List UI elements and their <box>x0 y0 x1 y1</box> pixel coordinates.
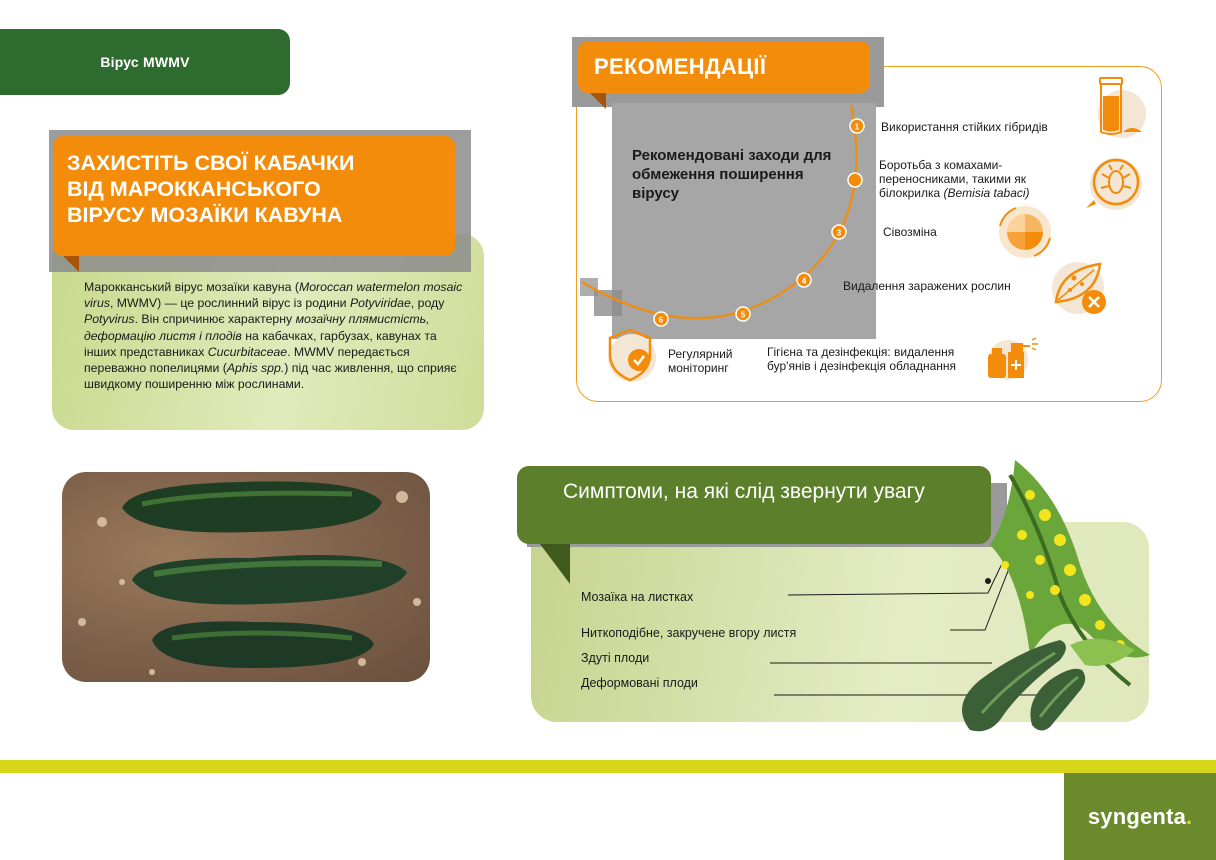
main-title-line-1: ЗАХИСТІТЬ СВОЇ КАБАЧКИ <box>67 151 355 175</box>
symptoms-title: Симптоми, на які слід звернути увагу <box>517 466 991 544</box>
plant-illustration <box>760 455 1180 745</box>
disinfection-icon <box>984 332 1044 382</box>
infected-leaf-icon <box>1048 258 1112 320</box>
crop-rotation-icon <box>994 202 1056 262</box>
insect-icon <box>1080 150 1150 220</box>
rec-item-2: Боротьба з комахами-переносниками, такими як білокрилка (Bemisia tabaci) <box>879 158 1030 200</box>
title-fold <box>63 256 79 272</box>
seed-bag-icon <box>1070 74 1150 144</box>
symptom-deformed-fruit: Деформовані плоди <box>581 676 698 690</box>
rec-item-4: Видалення заражених рослин <box>843 279 1011 293</box>
step-marker-6 <box>654 312 668 326</box>
step-marker-2 <box>848 173 862 187</box>
main-title-line-3: ВІРУСУ МОЗАЇКИ КАВУНА <box>67 203 343 227</box>
step-marker-5 <box>736 307 750 321</box>
recommendations-arc <box>576 60 876 360</box>
section-tab: Вірус MWMV <box>0 29 290 95</box>
svg-text:5: 5 <box>740 310 746 320</box>
logo-dot: . <box>1186 803 1193 829</box>
rec-item-1: Використання стійких гібридів <box>881 120 1048 134</box>
info-paragraph: Марокканський вірус мозаїки кавуна (Moroccan watermelon mosaic virus, MWMV) — це рослинний вірус із родини Potyviridae, роду Potyvirus. Він спричинює характерну мозаїчну плямистість, деформацію листя і плодів на кабачках, гарбузах, кавунах та інших представниках Cucurbitaceae. MWMV передається переважно попелицями (Aphis spp.) під час живлення, що сприяє швидкому поширенню між рослинами. <box>84 280 463 392</box>
recommendations-subtitle: Рекомендовані заходи для обмеження поширення вірусу <box>632 147 832 202</box>
syngenta-logo <box>1064 773 1216 860</box>
symptoms-fold <box>540 544 570 584</box>
zucchini-photo <box>62 472 430 682</box>
symptom-mosaic: Мозаїка на листках <box>581 590 694 604</box>
rec-item-3: Сівозміна <box>883 225 937 239</box>
footer-stripe <box>0 760 1216 773</box>
symptom-leaf-curl: Ниткоподібне, закручене вгору листя <box>581 626 797 640</box>
step-marker-1 <box>850 119 864 133</box>
zucchini-illustration <box>62 472 430 682</box>
symptom-swollen-fruit: Здуті плоди <box>581 651 650 665</box>
step-marker-4 <box>797 273 811 287</box>
step-marker-3 <box>832 225 846 239</box>
svg-text:6: 6 <box>658 315 664 325</box>
shield-check-icon <box>602 326 660 384</box>
svg-text:1: 1 <box>854 122 860 132</box>
recommendations-title: РЕКОМЕНДАЦІЇ <box>578 41 870 93</box>
main-title-line-2: ВІД МАРОККАНСЬКОГО <box>67 177 321 201</box>
rec-item-6: Регулярний моніторинг <box>668 347 733 375</box>
main-title <box>53 136 455 256</box>
svg-text:4: 4 <box>801 276 807 286</box>
svg-text:3: 3 <box>836 228 842 238</box>
logo-text: syngenta <box>1087 803 1187 829</box>
rec-item-5: Гігієна та дезінфекція: видалення бур'янів і дезінфекція обладнання <box>767 345 957 373</box>
